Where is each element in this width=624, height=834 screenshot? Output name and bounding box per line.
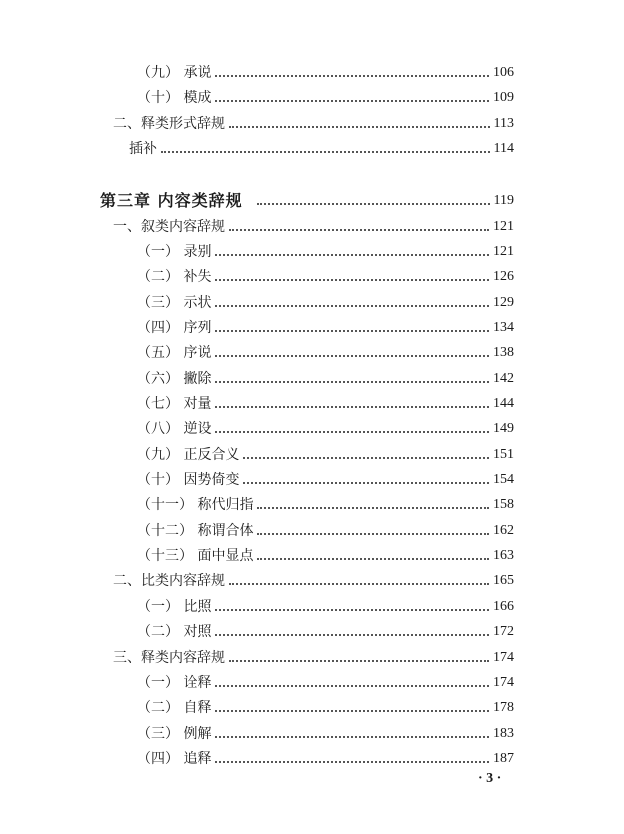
- toc-entry[interactable]: [137, 62, 514, 84]
- toc-entry-title: （六） 撇除: [137, 371, 212, 387]
- chapter-title: 第三章 内容类辞规: [100, 191, 243, 210]
- toc-entry-page: 178: [493, 700, 514, 715]
- toc-entry-title: （一） 录别: [137, 244, 212, 260]
- toc-entry-page: 109: [493, 90, 514, 105]
- toc-entry[interactable]: [137, 697, 514, 719]
- toc-entry[interactable]: [137, 596, 514, 618]
- toc-entry-page: 149: [493, 421, 514, 436]
- toc-section-entry[interactable]: [113, 570, 514, 592]
- toc-entry-title: （四） 序列: [137, 320, 212, 336]
- toc-entry-title: （十） 模成: [137, 90, 212, 106]
- toc-entry[interactable]: [137, 444, 514, 466]
- toc-entry-page: 162: [493, 523, 514, 538]
- dot-leader: [243, 457, 489, 459]
- dot-leader: [215, 305, 489, 307]
- toc-entry-page: 154: [493, 472, 514, 487]
- toc-entry-title: 二、释类形式辞规: [113, 116, 225, 132]
- toc-section-entry[interactable]: [113, 216, 514, 238]
- toc-entry-page: 144: [493, 396, 514, 411]
- toc-entry-title: （四） 追释: [137, 751, 212, 767]
- dot-leader: [215, 685, 489, 687]
- toc-entry[interactable]: [137, 266, 514, 288]
- toc-entry-page: 165: [493, 573, 514, 588]
- toc-entry[interactable]: [137, 520, 514, 542]
- dot-leader: [215, 634, 489, 636]
- toc-entry-title: （二） 自释: [137, 700, 212, 716]
- toc-entry-page: 126: [493, 269, 514, 284]
- dot-leader: [243, 482, 489, 484]
- toc-entry[interactable]: [137, 87, 514, 109]
- toc-entry-page: 172: [493, 624, 514, 639]
- toc-entry-page: 106: [493, 65, 514, 80]
- toc-entry-title: （二） 补失: [137, 269, 212, 285]
- dot-leader: [215, 761, 489, 763]
- toc-entry[interactable]: [137, 368, 514, 390]
- toc-entry-title: （十） 因势倚变: [137, 472, 240, 488]
- toc-entry-page: 129: [493, 295, 514, 310]
- toc-entry-title: （一） 诠释: [137, 675, 212, 691]
- toc-entry-page: 151: [493, 447, 514, 462]
- toc-entry-page: 142: [493, 371, 514, 386]
- toc-entry[interactable]: [137, 469, 514, 491]
- toc-entry[interactable]: [137, 748, 514, 770]
- toc-entry[interactable]: [137, 342, 514, 364]
- toc-entry-title: （七） 对量: [137, 396, 212, 412]
- toc-entry-title: （九） 承说: [137, 65, 212, 81]
- toc-entry[interactable]: [137, 672, 514, 694]
- dot-leader: [215, 736, 489, 738]
- toc-entry-page: 166: [493, 599, 514, 614]
- toc-entry-title: （五） 序说: [137, 345, 212, 361]
- toc-entry-title: （十二） 称谓合体: [137, 523, 254, 539]
- toc-entry-page: 114: [493, 141, 514, 156]
- toc-entry[interactable]: [129, 138, 514, 160]
- toc-entry-page: 134: [493, 320, 514, 335]
- toc-section-entry[interactable]: [113, 113, 514, 135]
- toc-entry-title: （九） 正反合义: [137, 447, 240, 463]
- dot-leader: [257, 203, 490, 205]
- toc-entry-page: 174: [493, 675, 514, 690]
- dot-leader: [229, 229, 489, 231]
- toc-entry-title: 二、比类内容辞规: [113, 573, 225, 589]
- page-number: · 3 ·: [478, 771, 502, 786]
- toc-entry-page: 187: [493, 751, 514, 766]
- dot-leader: [229, 126, 490, 128]
- dot-leader: [215, 406, 489, 408]
- toc-entry-page: 121: [493, 244, 514, 259]
- dot-leader: [257, 558, 489, 560]
- dot-leader: [215, 710, 489, 712]
- toc-entry[interactable]: [137, 545, 514, 567]
- dot-leader: [215, 100, 489, 102]
- dot-leader: [229, 660, 489, 662]
- dot-leader: [215, 330, 489, 332]
- toc-entry-page: 163: [493, 548, 514, 563]
- toc-entry-title: （三） 例解: [137, 726, 212, 742]
- toc-chapter-entry[interactable]: [100, 190, 514, 212]
- dot-leader: [215, 609, 489, 611]
- toc-entry-title: 插补: [129, 141, 157, 157]
- toc-entry-page: 113: [493, 116, 514, 131]
- toc-entry-title: （十三） 面中显点: [137, 548, 254, 564]
- dot-leader: [215, 75, 489, 77]
- toc-entry[interactable]: [137, 292, 514, 314]
- dot-leader: [257, 533, 489, 535]
- toc-entry-title: （二） 对照: [137, 624, 212, 640]
- toc-entry[interactable]: [137, 621, 514, 643]
- toc-entry-title: 一、叙类内容辞规: [113, 219, 225, 235]
- dot-leader: [215, 431, 489, 433]
- toc-entry-page: 174: [493, 650, 514, 665]
- toc-entry-page: 138: [493, 345, 514, 360]
- toc-entry-page: 183: [493, 726, 514, 741]
- toc-entry[interactable]: [137, 393, 514, 415]
- toc-entry-title: 三、释类内容辞规: [113, 650, 225, 666]
- toc-entry-page: 158: [493, 497, 514, 512]
- toc-entry-title: （八） 逆设: [137, 421, 212, 437]
- toc-section-entry[interactable]: [113, 647, 514, 669]
- toc-entry-page: 119: [493, 193, 514, 208]
- dot-leader: [257, 507, 489, 509]
- dot-leader: [215, 279, 489, 281]
- dot-leader: [215, 355, 489, 357]
- toc-entry-title: （一） 比照: [137, 599, 212, 615]
- toc-entry[interactable]: [137, 494, 514, 516]
- dot-leader: [215, 381, 489, 383]
- toc-entry[interactable]: [137, 418, 514, 440]
- toc-entry[interactable]: [137, 241, 514, 263]
- dot-leader: [229, 583, 489, 585]
- toc-entry[interactable]: [137, 723, 514, 745]
- toc-entry-title: （十一） 称代归指: [137, 497, 254, 513]
- toc-entry-title: （三） 示状: [137, 295, 212, 311]
- toc-entry[interactable]: [137, 317, 514, 339]
- dot-leader: [215, 254, 489, 256]
- toc-entry-page: 121: [493, 219, 514, 234]
- dot-leader: [161, 151, 490, 153]
